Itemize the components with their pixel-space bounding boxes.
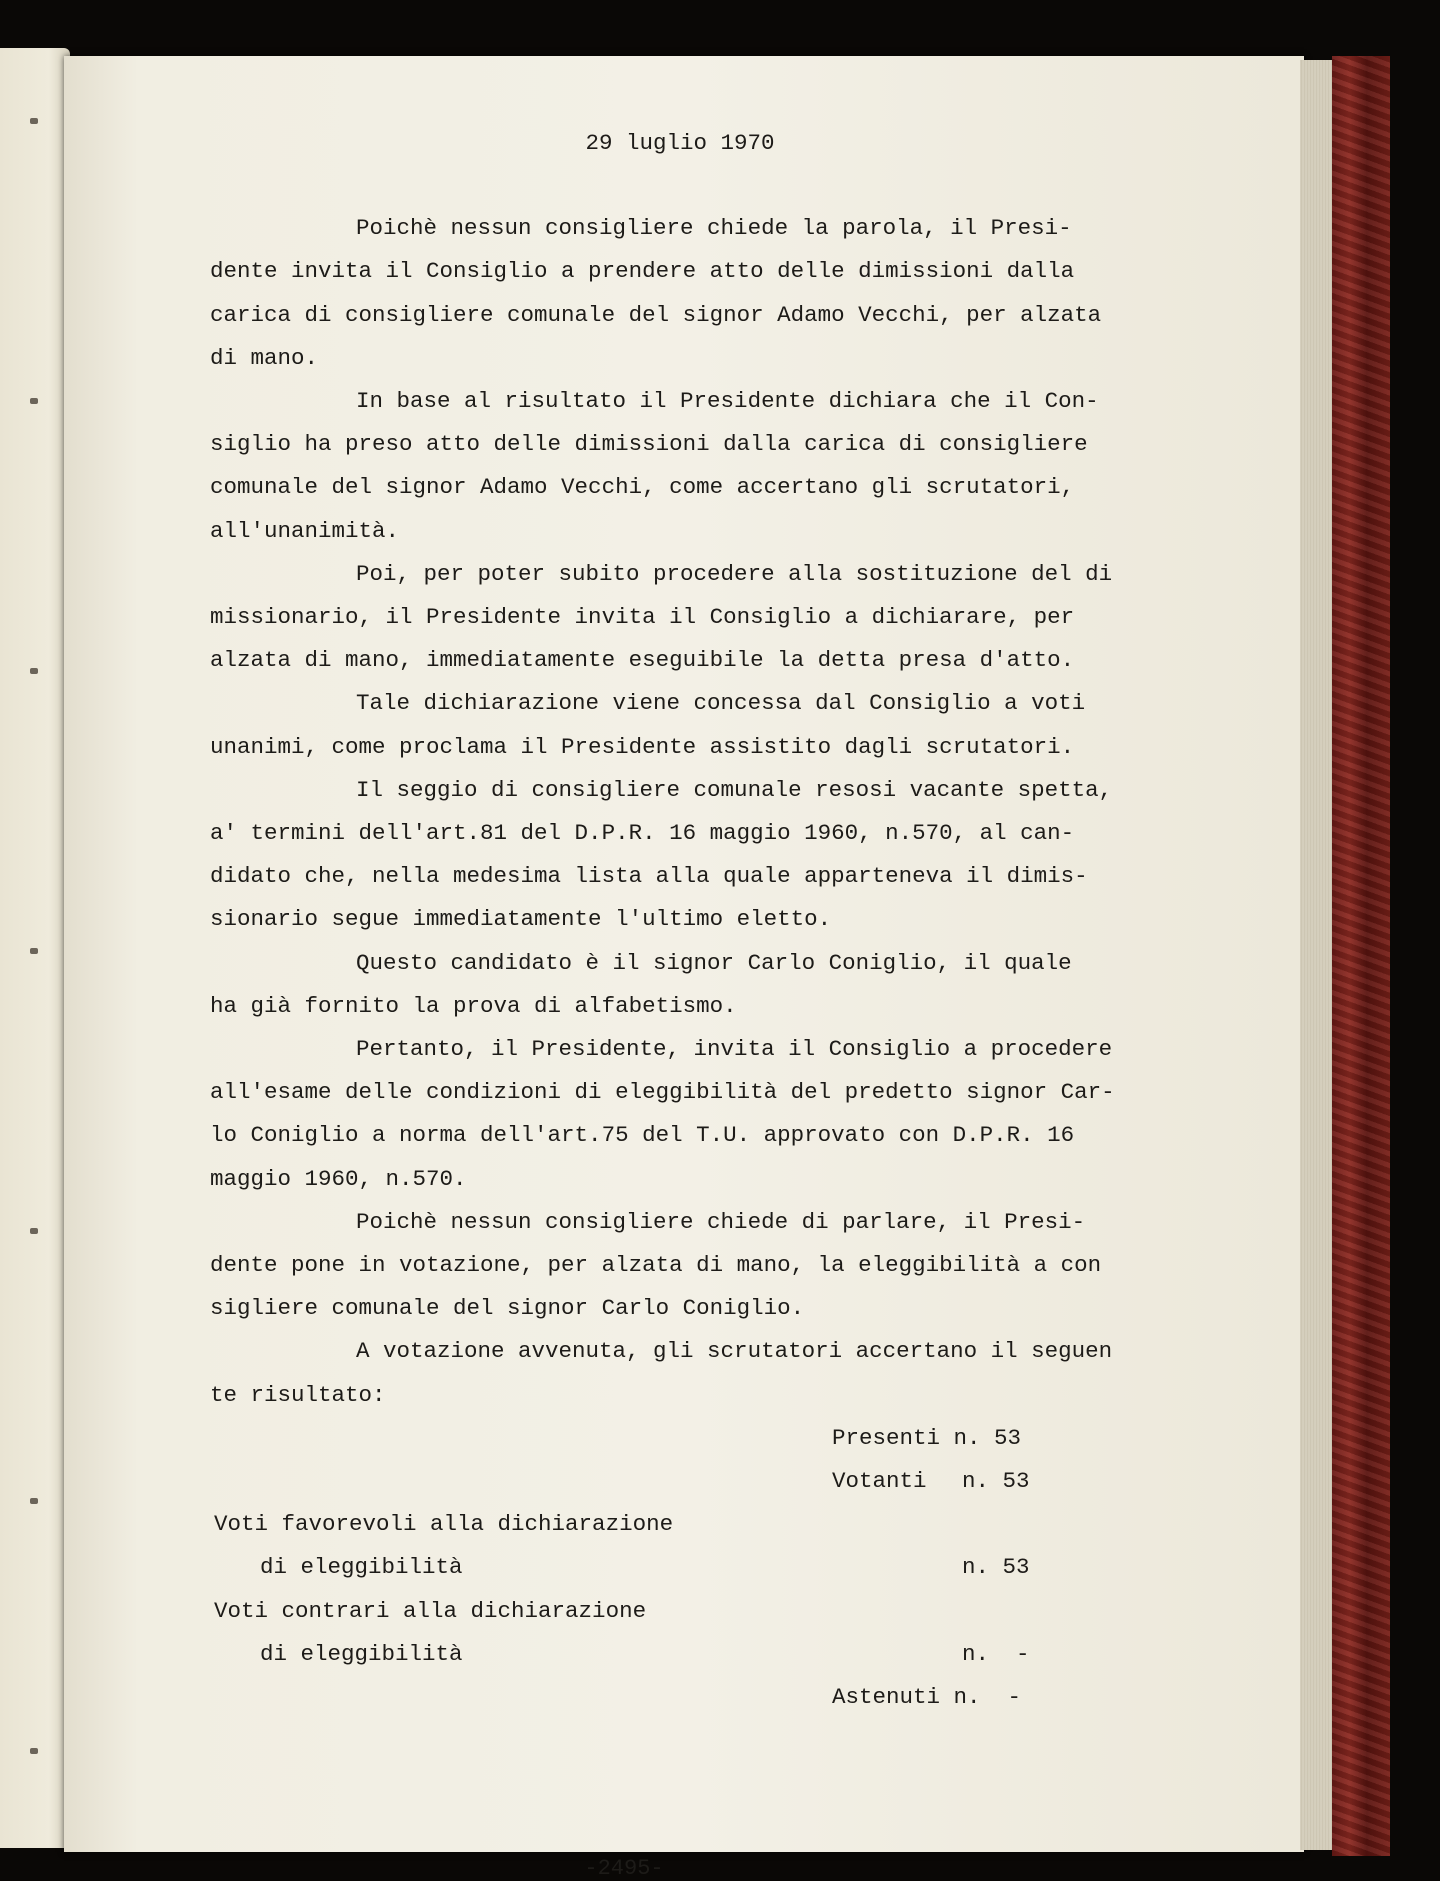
paragraph-3 [210, 553, 1210, 683]
text-line: missionario, il Presidente invita il Consiglio a dichiarare, per [210, 604, 1075, 631]
page-stack-edge [1300, 60, 1332, 1850]
text-line: alzata di mano, immediatamente eseguibile la detta presa d'atto. [210, 647, 1075, 674]
favorevoli-value: n. 53 [962, 1554, 1030, 1581]
favorevoli-row-2 [210, 1546, 1210, 1589]
binding-hole [30, 668, 38, 674]
text-line: lo Coniglio a norma dell'art.75 del T.U. approvato con D.P.R. 16 [210, 1122, 1075, 1149]
paragraph-6 [210, 942, 1210, 1028]
paragraph-9 [210, 1330, 1210, 1416]
paragraph-7 [210, 1028, 1210, 1201]
favorevoli-row-1 [210, 1503, 1210, 1546]
text-line: Pertanto, il Presidente, invita il Consiglio a procedere [356, 1036, 1113, 1063]
favorevoli-label-cont: di eleggibilità [260, 1554, 463, 1581]
text-line: unanimi, come proclama il Presidente assistito dagli scrutatori. [210, 733, 1075, 760]
paragraph-5 [210, 769, 1210, 942]
text-line: sionario segue immediatamente l'ultimo eletto. [210, 906, 832, 933]
binding-hole [30, 1498, 38, 1504]
paragraph-8 [210, 1201, 1210, 1331]
text-line: siglio ha preso atto delle dimissioni dalla carica di consigliere [210, 431, 1088, 458]
votanti-value: n. 53 [962, 1468, 1030, 1495]
binding-hole [30, 948, 38, 954]
text-line: a' termini dell'art.81 del D.P.R. 16 maggio 1960, n.570, al can- [210, 820, 1075, 847]
binding-hole [30, 118, 38, 124]
paragraph-4 [210, 682, 1210, 768]
text-line: carica di consigliere comunale del signor Adamo Vecchi, per alzata [210, 301, 1102, 328]
text-line: maggio 1960, n.570. [210, 1165, 467, 1192]
text-line: didato che, nella medesima lista alla quale apparteneva il dimis- [210, 863, 1088, 890]
text-line: Il seggio di consigliere comunale resosi vacante spetta, [356, 776, 1113, 803]
contrari-value: n. - [962, 1640, 1030, 1667]
facing-page-edge [0, 48, 70, 1848]
text-line: all'unanimità. [210, 517, 400, 544]
presenti-label: Presenti n. 53 [832, 1424, 1022, 1451]
paragraph-2 [210, 380, 1210, 553]
text-line: ha già fornito la prova di alfabetismo. [210, 992, 737, 1019]
document-date: 29 luglio 1970 [585, 130, 775, 156]
contrari-label-cont: di eleggibilità [260, 1640, 463, 1667]
text-line: di mano. [210, 344, 319, 371]
contrari-label: Voti contrari alla dichiarazione [214, 1597, 647, 1624]
binding-hole [30, 1748, 38, 1754]
text-line: Questo candidato è il signor Carlo Coniglio, il quale [356, 949, 1072, 976]
text-line: A votazione avvenuta, gli scrutatori accertano il seguen [356, 1338, 1113, 1365]
text-line: Poichè nessun consigliere chiede di parlare, il Presi- [356, 1208, 1086, 1235]
presenti-row [210, 1417, 1210, 1460]
contrari-row-1 [210, 1590, 1210, 1633]
contrari-row-2 [210, 1633, 1210, 1676]
binding-hole [30, 398, 38, 404]
vote-results [210, 1417, 1210, 1719]
text-line: Tale dichiarazione viene concessa dal Consiglio a voti [356, 690, 1086, 717]
favorevoli-label: Voti favorevoli alla dichiarazione [214, 1511, 674, 1538]
text-line: all'esame delle condizioni di eleggibilità del predetto signor Car- [210, 1079, 1115, 1106]
astenuti-row [210, 1676, 1210, 1719]
text-line: In base al risultato il Presidente dichiara che il Con- [356, 388, 1099, 415]
paragraph-1 [210, 207, 1210, 380]
text-line: comunale del signor Adamo Vecchi, come accertano gli scrutatori, [210, 474, 1075, 501]
text-line: Poi, per poter subito procedere alla sostituzione del di [356, 560, 1113, 587]
book-binding [1332, 56, 1390, 1856]
text-line: dente pone in votazione, per alzata di mano, la eleggibilità a con [210, 1252, 1102, 1279]
text-line: te risultato: [210, 1381, 386, 1408]
text-line: Poichè nessun consigliere chiede la parola, il Presi- [356, 215, 1072, 242]
text-line: sigliere comunale del signor Carlo Coniglio. [210, 1295, 805, 1322]
binding-hole [30, 1228, 38, 1234]
votanti-label: Votanti [832, 1468, 927, 1495]
document-text [210, 122, 1210, 1719]
text-line: dente invita il Consiglio a prendere atto delle dimissioni dalla [210, 258, 1075, 285]
page-number: -2495- [584, 1856, 664, 1881]
astenuti-label: Astenuti n. - [832, 1684, 1022, 1711]
votanti-row [210, 1460, 1210, 1503]
